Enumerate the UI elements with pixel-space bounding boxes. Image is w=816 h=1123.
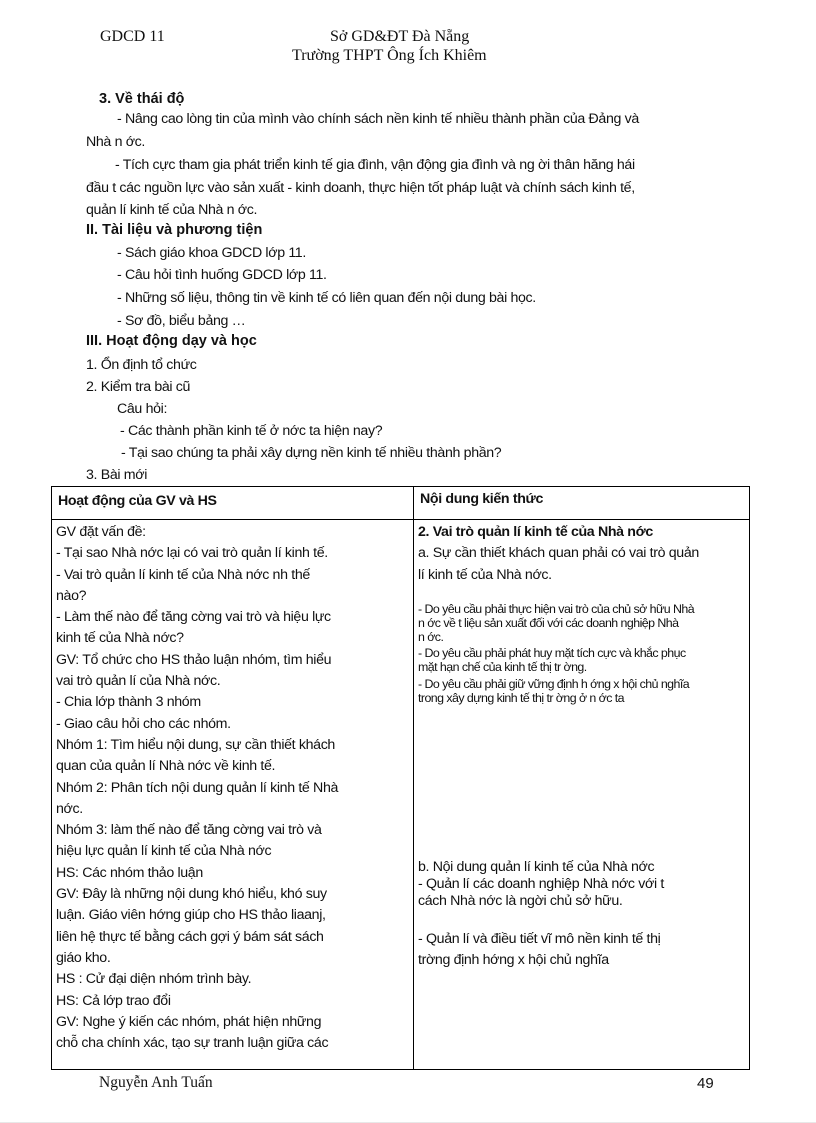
table-row: HS: Cả lớp trao đổi: [56, 992, 171, 1009]
table-row: nào?: [56, 587, 87, 604]
list-item: cách Nhà nớc là ngời chủ sở hữu.: [418, 893, 623, 909]
table-row: chỗ cha chính xác, tạo sự tranh luận giữa các: [56, 1035, 329, 1052]
section-title: 2. Vai trò quản lí kinh tế của Nhà nớc: [418, 524, 653, 540]
sub-heading-a: a. Sự cần thiết khách quan phải có vai trò quản: [418, 545, 699, 562]
table-row: - Tại sao Nhà nớc lại có vai trò quản lí kinh tế.: [56, 545, 328, 562]
list-item: - Do yêu cầu phải thực hiện vai trò của chủ sở hữu Nhà: [418, 601, 695, 616]
table-row: GV: Tổ chức cho HS thảo luận nhóm, tìm hiểu: [56, 651, 332, 668]
materials-item: - Câu hỏi tình huống GDCD lớp 11.: [117, 267, 327, 283]
table-row: GV đặt vấn đề:: [56, 524, 146, 540]
materials-item: - Những số liệu, thông tin về kinh tế có liên quan đến nội dung bài học.: [117, 290, 536, 306]
lesson-table: [51, 486, 750, 1070]
page-number: 49: [697, 1075, 714, 1092]
table-header-content: Nội dung kiến thức: [414, 487, 750, 520]
list-item: n ớc.: [418, 629, 444, 644]
activities-line: - Tại sao chúng ta phải xây dựng nền kinh tế nhiều thành phần?: [121, 445, 502, 461]
attitude-line: đầu t các nguồn lực vào sản xuất - kinh doanh, thực hiện tốt pháp luật và chính sách kinh tế,: [86, 180, 635, 196]
table-row: Nhóm 1: Tìm hiểu nội dung, sự cần thiết khách: [56, 736, 335, 753]
sub-heading-b: b. Nội dung quản lí kinh tế của Nhà nớc: [418, 859, 655, 875]
author-name: Nguyễn Anh Tuấn: [99, 1074, 213, 1091]
table-row: GV: Đây là những nội dung khó hiểu, khó suy: [56, 886, 327, 903]
list-item: mặt hạn chế của kinh tế thị tr ờng.: [418, 659, 587, 674]
table-row: liên hệ thực tế bằng cách gợi ý bám sát sách: [56, 928, 324, 945]
table-row: - Giao câu hỏi cho các nhóm.: [56, 715, 231, 732]
attitude-line: quản lí kinh tế của Nhà n ớc.: [86, 202, 258, 218]
list-item: - Do yêu cầu phải phát huy mặt tích cực và khắc phục: [418, 645, 686, 660]
list-item: - Quản lí các doanh nghiệp Nhà nớc với t: [418, 876, 664, 892]
attitude-line: - Tích cực tham gia phát triển kinh tế gia đình, vận động gia đình và ng ời thân hăng hái: [115, 157, 635, 173]
sub-heading-a: lí kinh tế của Nhà nớc.: [418, 566, 552, 583]
list-item: trong xây dựng kinh tế thị tr ờng ở n ớc ta: [418, 690, 625, 705]
list-item: trờng định hớng x hội chủ nghĩa: [418, 952, 609, 968]
table-row: Nhóm 3: làm thế nào để tăng cờng vai trò và: [56, 822, 322, 839]
table-row: quan của quản lí Nhà nớc về kinh tế.: [56, 758, 276, 775]
table-row: HS : Cử đại diện nhóm trình bày.: [56, 971, 252, 988]
activities-line: Câu hỏi:: [117, 401, 168, 417]
table-row: luận. Giáo viên hớng giúp cho HS thảo liaanj,: [56, 907, 326, 924]
content-cell: [414, 520, 750, 1070]
table-row: vai trò quản lí của Nhà nớc.: [56, 673, 221, 690]
attitude-heading: 3. Về thái độ: [99, 91, 185, 107]
table-row: GV: Nghe ý kiến các nhóm, phát hiện những: [56, 1013, 322, 1030]
table-row: giáo kho.: [56, 949, 111, 966]
table-row: - Làm thế nào để tăng cờng vai trò và hiệu lực: [56, 609, 331, 626]
table-row: hiệu lực quản lí kinh tế của Nhà nớc: [56, 843, 272, 860]
list-item: - Do yêu cầu phải giữ vững định h ớng x hội chủ nghĩa: [418, 676, 690, 691]
materials-item: - Sách giáo khoa GDCD lớp 11.: [117, 245, 306, 261]
table-row: - Vai trò quản lí kinh tế của Nhà nớc nh thế: [56, 566, 310, 583]
activities-line: 1. Ổn định tổ chức: [86, 357, 197, 373]
table-row: kinh tế của Nhà nớc?: [56, 630, 184, 647]
attitude-line: Nhà n ớc.: [86, 134, 145, 150]
activities-line: 3. Bài mới: [86, 467, 147, 483]
activities-line: - Các thành phần kinh tế ở nớc ta hiện nay?: [120, 423, 383, 439]
list-item: - Quản lí và điều tiết vĩ mô nền kinh tế thị: [418, 931, 661, 947]
table-row: nớc.: [56, 800, 83, 817]
materials-heading: II. Tài liệu và phương tiện: [86, 222, 263, 238]
activities-cell: [52, 520, 414, 1070]
activities-line: 2. Kiểm tra bài cũ: [86, 379, 191, 395]
attitude-line: - Nâng cao lòng tin của mình vào chính sách nền kinh tế nhiều thành phần của Đảng và: [117, 111, 639, 127]
list-item: n ớc về t liệu sản xuất đối với các doanh nghiệp Nhà: [418, 615, 679, 630]
materials-item: - Sơ đồ, biểu bảng …: [117, 313, 246, 329]
activities-heading: III. Hoạt động dạy và học: [86, 333, 257, 349]
school-label: Trường THPT Ông Ích Khiêm: [292, 47, 487, 64]
table-row: - Chia lớp thành 3 nhóm: [56, 694, 201, 711]
table-header-activities: Hoạt động của GV và HS: [52, 487, 414, 520]
subject-label: GDCD 11: [100, 28, 165, 45]
department-label: Sở GD&ĐT Đà Nẵng: [330, 28, 470, 45]
table-row: Nhóm 2: Phân tích nội dung quản lí kinh tế Nhà: [56, 779, 339, 796]
table-row: HS: Các nhóm thảo luận: [56, 864, 203, 881]
